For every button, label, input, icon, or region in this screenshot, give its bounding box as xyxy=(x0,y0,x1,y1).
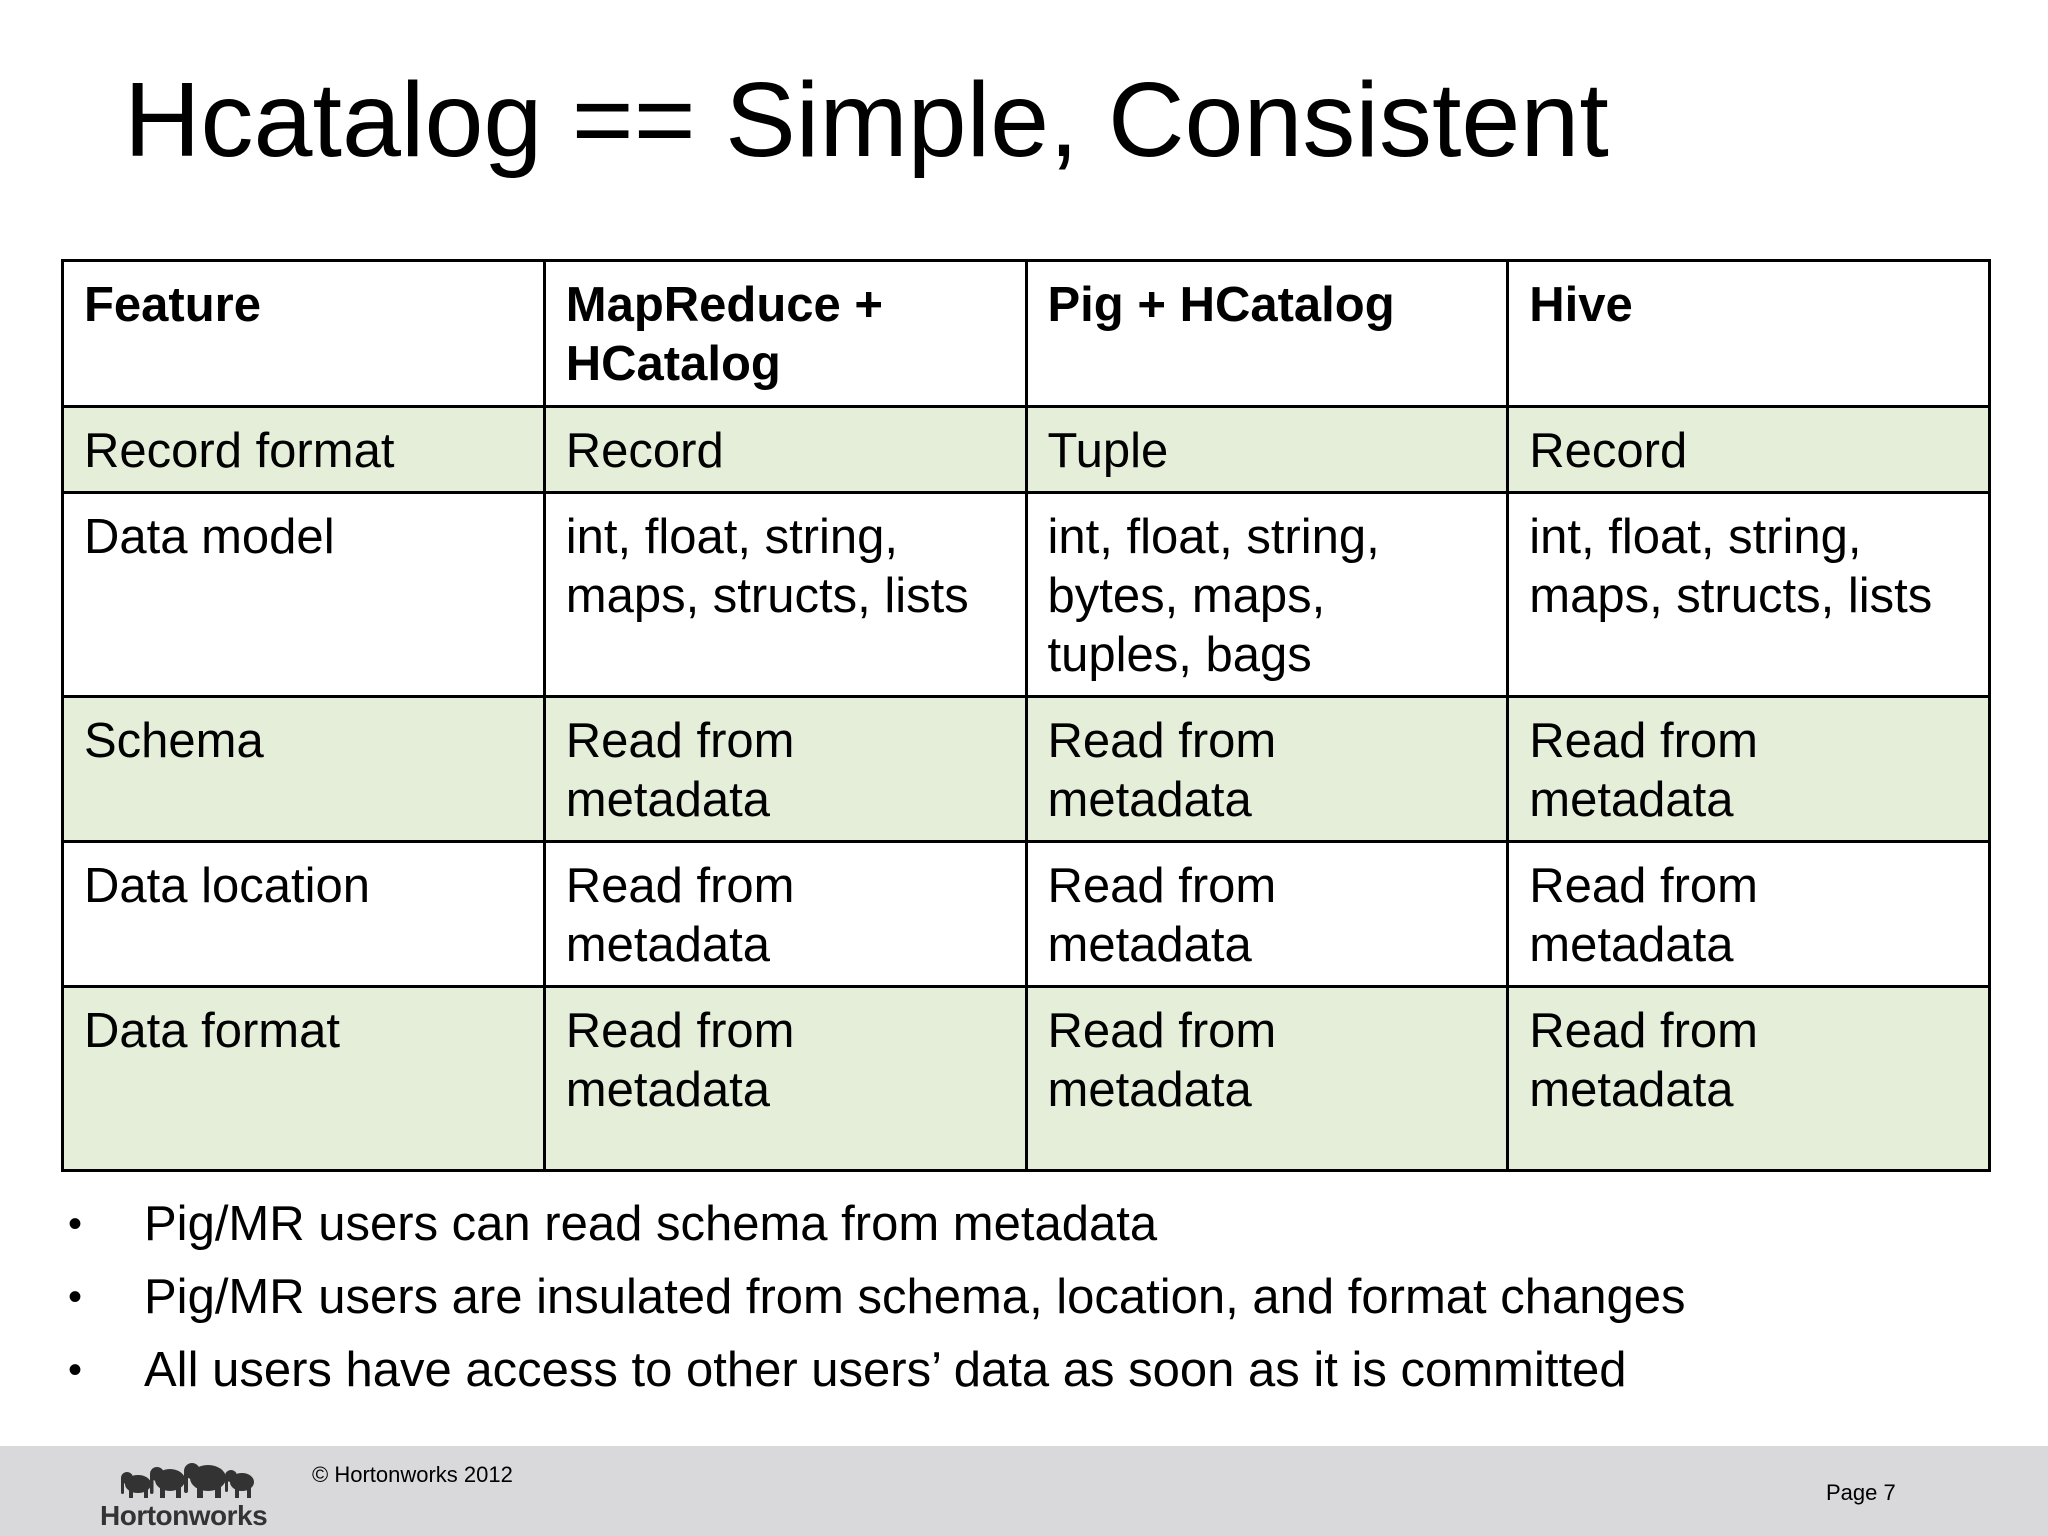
table-cell: Data model xyxy=(63,493,545,697)
bullet-text: Pig/MR users are insulated from schema, location, and format changes xyxy=(144,1270,1686,1324)
bullet-text: Pig/MR users can read schema from metadata xyxy=(144,1197,1158,1251)
bullet-text: All users have access to other users’ data as soon as it is committed xyxy=(144,1343,1627,1397)
table-cell: Read from metadata xyxy=(1508,697,1990,842)
table-cell: int, float, string, maps, structs, lists xyxy=(544,493,1026,697)
table-cell: Data format xyxy=(63,987,545,1171)
table-cell: Read from metadata xyxy=(544,842,1026,987)
bullet-list xyxy=(58,1188,1686,1407)
table-cell: Read from metadata xyxy=(1026,842,1508,987)
bullet-item xyxy=(58,1188,1686,1261)
table-row xyxy=(63,987,1990,1171)
bullet-item xyxy=(58,1261,1686,1334)
copyright-text: © Hortonworks 2012 xyxy=(312,1462,513,1487)
bullet-item xyxy=(58,1334,1686,1407)
table-cell: Read from metadata xyxy=(1026,987,1508,1171)
table-cell: Record xyxy=(1508,407,1990,493)
page-number: Page 7 xyxy=(1826,1480,1896,1505)
bullet-dot: • xyxy=(68,1275,83,1319)
table-cell: int, float, string, bytes, maps, tuples, bags xyxy=(1026,493,1508,697)
table-cell: Data location xyxy=(63,842,545,987)
table-row xyxy=(63,842,1990,987)
table-cell: Record format xyxy=(63,407,545,493)
bullet-dot: • xyxy=(68,1202,83,1246)
table-header-row xyxy=(63,261,1990,407)
table-row xyxy=(63,697,1990,842)
table-row xyxy=(63,493,1990,697)
table-cell: int, float, string, maps, structs, lists xyxy=(1508,493,1990,697)
bullet-dot: • xyxy=(68,1348,83,1392)
table-header-cell: Feature xyxy=(63,261,545,407)
logo-text: Hortonworks xyxy=(100,1500,268,1531)
table-cell: Read from metadata xyxy=(1508,842,1990,987)
table-cell: Read from metadata xyxy=(544,697,1026,842)
table-header-cell: Hive xyxy=(1508,261,1990,407)
table-cell: Record xyxy=(544,407,1026,493)
table-cell: Schema xyxy=(63,697,545,842)
table-cell: Read from metadata xyxy=(1508,987,1990,1171)
hortonworks-logo xyxy=(100,1458,270,1532)
table-cell: Tuple xyxy=(1026,407,1508,493)
elephants-logo-icon xyxy=(118,1458,258,1500)
table-header-cell: Pig + HCatalog xyxy=(1026,261,1508,407)
table-cell: Read from metadata xyxy=(544,987,1026,1171)
table-header-cell: MapReduce + HCatalog xyxy=(544,261,1026,407)
footer-bar xyxy=(0,1446,2048,1536)
table-row xyxy=(63,407,1990,493)
slide-title: Hcatalog == Simple, Consistent xyxy=(124,61,1609,179)
table-cell: Read from metadata xyxy=(1026,697,1508,842)
feature-comparison-table xyxy=(61,259,1991,1172)
